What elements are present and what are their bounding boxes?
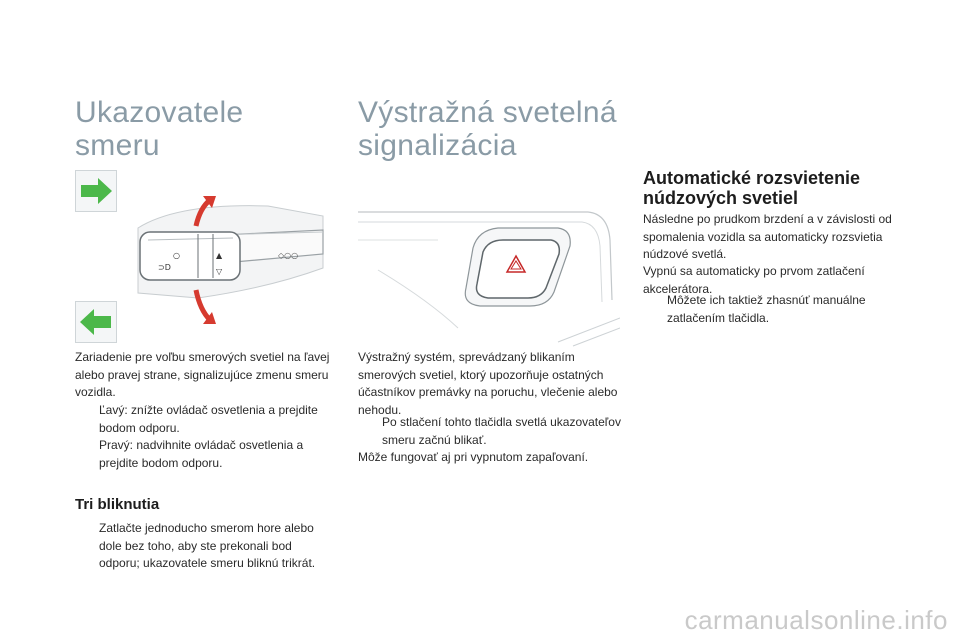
svg-text:⊃D: ⊃D [158,263,171,272]
turn-signals-title-line2: smeru [75,129,160,162]
bullet-right [75,437,331,472]
hazard-lights-title-line1: Výstražná svetelná [358,96,617,129]
left-arrow-icon [76,302,116,342]
three-blinks-bullets [75,520,331,573]
bullet-text: Ľavý: znížte ovládač osvetlenia a prejdite bodom odporu. [99,403,318,435]
right-turn-indicator [75,170,117,212]
auto-hazard-title [643,168,860,208]
turn-signals-bullets [75,402,331,472]
auto-hazard-title-line2: núdzových svetiel [643,188,799,208]
hazard-lights-intro: Výstražný systém, sprevádzaný blikaním smerových svetiel, ktorý upozorňuje ostatných účastníkov premávky na poruchu, vlečenie alebo nehodu. [358,350,618,417]
right-arrow-icon [76,171,116,211]
hazard-lights-title [358,96,617,162]
turn-signals-title [75,96,243,162]
hazard-lights-note: Môže fungovať aj pri vypnutom zapaľovaní. [358,450,589,464]
bullet-hazard-press [358,414,626,449]
svg-text:▲: ▲ [216,251,223,260]
auto-hazard-intro2: Vypnú sa automaticky po prvom zatlačení akcelerátora. [643,264,865,296]
hazard-lights-title-line2: signalizácia [358,129,517,162]
left-turn-indicator [75,301,117,343]
auto-hazard-intro: Následne po prudkom brzdení a v závislosti od spomalenia vozidla sa automaticky rozsvietia núdzové svetlá. [643,212,892,261]
footer-watermark: carmanualsonline.info [684,605,948,635]
hazard-button-illustration [358,200,620,348]
bullet-left [75,402,331,437]
turn-signals-intro: Zariadenie pre voľbu smerových svetiel na ľavej alebo pravej strane, signalizujúce zmenu smeru vozidla. [75,350,330,399]
bullet-three-blinks [75,520,331,573]
svg-text:○: ○ [173,251,180,260]
svg-text:◇○○: ◇○○ [278,251,299,260]
bullet-text: Po stlačení tohto tlačidla svetlá ukazovateľov smeru začnú blikať. [382,415,621,447]
bullet-text: Môžete ich taktiež zhasnúť manuálne zatlačením tlačidla. [667,293,866,325]
svg-text:▽: ▽ [216,267,223,276]
hazard-lights-bullets [358,414,626,467]
stalk-illustration [118,188,328,338]
three-blinks-title: Tri bliknutia [75,496,160,513]
auto-hazard-title-line1: Automatické rozsvietenie [643,168,861,188]
bullet-text: Pravý: nadvihnite ovládač osvetlenia a prejdite bodom odporu. [99,438,304,470]
bullet-text: Zatlačte jednoducho smerom hore alebo dole bez toho, aby ste prekonali bod odporu; ukazovatele smeru bliknú trikrát. [99,521,316,570]
turn-signals-title-line1: Ukazovatele [75,96,244,129]
bullet-manual-off [643,292,905,327]
auto-hazard-bullets [643,292,905,327]
